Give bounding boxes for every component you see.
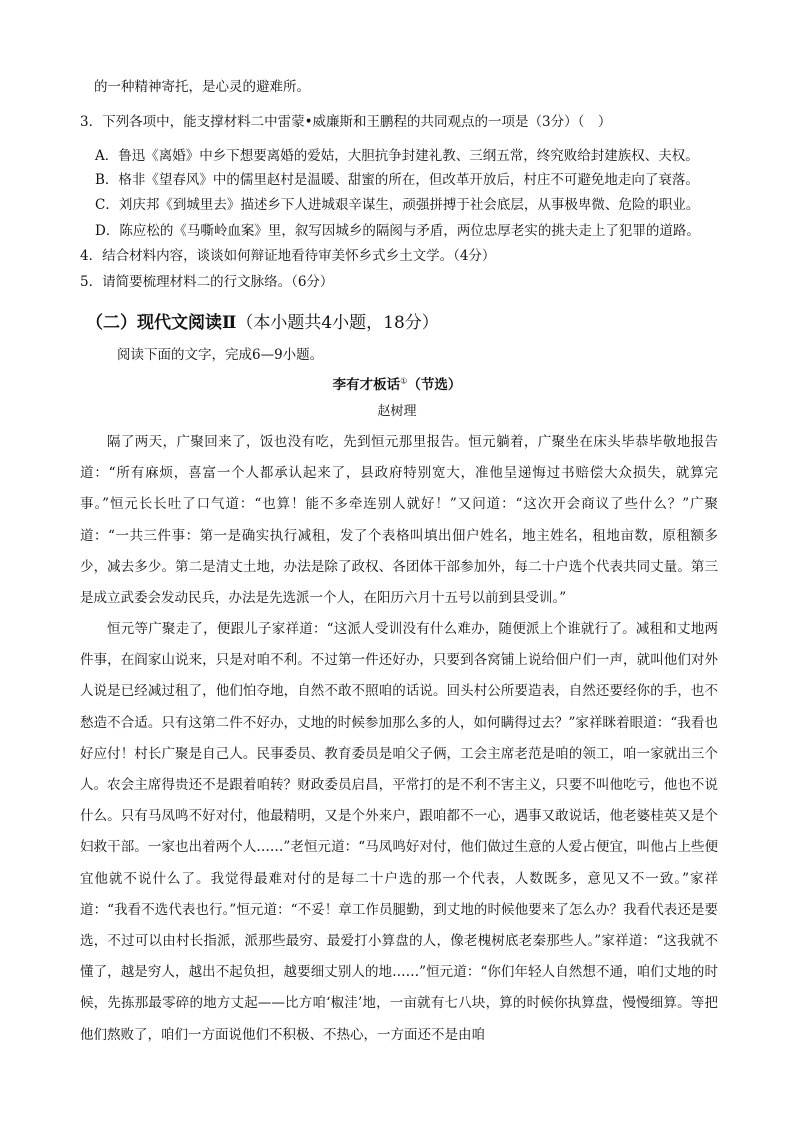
option-d: D．陈应松的《马嘶岭血案》里，叙写因城乡的隔阂与矛盾，两位忠厚老实的挑夫走上了犯罪的道路。 xyxy=(95,223,700,239)
passage-author: 赵树理 xyxy=(377,404,417,419)
question-3: 3．下列各项中，能支撑材料二中雷蒙•威廉斯和王鹏程的共同观点的一项是（3分）（ ） xyxy=(80,114,612,130)
question-4: 4．结合材料内容，谈谈如何辩证地看待审美怀乡式乡土文学。（4分） xyxy=(80,248,496,264)
question-5: 5．请简要梳理材料二的行文脉络。（6分） xyxy=(80,274,334,290)
passage-paragraph-2: 恒元等广聚走了，便跟儿子家祥道：“这派人受训没有什么难办，随便派上个谁就行了。减租和丈地两件事，在阎家山说来，只是对咱不利。不过第一件还好办，只要到各窝铺上说给佃户们一声，就叫他们对外人说是已经减过租了，他们怕夺地，自然不敢不照咱的话说。回头村公所要造表，自然还要经你的手，也不愁造不合适。只有这第二件不好办，丈地的时候参加那么多的人，如何瞒得过去？”家祥眯着眼道：“我看也好应付！村长广聚是自己人。民事委员、教育委员是咱父子俩，工会主席老范是咱的领工，咱一家就出三个人。农会主席得贵还不是跟着咱转？财政委员启昌，平常打的是不利不害主义，只要不叫他吃亏，他也不说什么。只有马凤鸣不好对付，他最精明，又是个外来户，跟咱都不一心，遇事又敢说话，他老婆桂英又是个妇救干部。一家也出着两个人……”老恒元道：“马凤鸣好对付，他们做过生意的人爱占便宜，叫他占上些便宜他就不说什么了。我觉得最难对付的是每二十户选的那一个代表，人数既多，意见又不一致。”家祥道：“我看不选代表也行。”恒元道：“不妥！章工作员腿勤，到丈地的时候他要来了怎么办？我看代表还是要选，不过可以由村长指派，派那些最穷、最爱打小算盘的人，像老槐树底老秦那些人。”家祥道：“这我就不懂了，越是穷人，越出不起负担，越要细丈别人的地……”恒元道：“你们年轻人自然想不通，咱们丈地的时候，先拣那最零碎的地方丈起——比方咱‘椒洼’地，一亩就有七八块，算的时候你执算盘，慢慢细算。等把他们熬败了，咱们一方面说他们不积极、不热心，一方面还不是由咱 xyxy=(80,621,718,1043)
option-a: A．鲁迅《离婚》中乡下想要离婚的爱姑，大胆抗争封建礼教、三纲五常，终究败给封建族权、夫权。 xyxy=(95,148,699,164)
passage-title-suffix: （节选） xyxy=(407,377,462,393)
option-c: C．刘庆邦《到城里去》描述乡下人进城艰辛谋生，顽强拼搏于社会底层，从事极卑微、危险的职业。 xyxy=(95,197,700,213)
passage-title-text: 李有才板话 xyxy=(332,377,401,393)
section-heading-title: （二）现代文阅读Ⅱ xyxy=(86,313,237,333)
option-b: B．格非《望春风》中的儒里赵村是温暖、甜蜜的所在，但改革开放后，村庄不可避免地走向了衰落。 xyxy=(95,172,699,188)
passage-title xyxy=(0,373,794,393)
section-heading xyxy=(86,308,439,333)
footnote-mark: ① xyxy=(400,376,408,386)
passage-paragraph-1: 隔了两天，广聚回来了，饭也没有吃，先到恒元那里报告。恒元躺着，广聚坐在床头毕恭毕敬地报告道：“所有麻烦，喜富一个人都承认起来了，县政府特别宽大，准他呈递悔过书赔偿大众损失，就算完事。”恒元长长吐了口气道：“也算！能不多牵连别人就好！”又问道：“这次开会商议了些什么？”广聚道：“一共三件事：第一是确实执行减租，发了个表格叫填出佃户姓名，地主姓名，租地亩数，原租额多少，减去多少。第二是清丈土地，办法是除了政权、各团体干部参加外，每二十户选个代表共同丈量。第三是成立武委会发动民兵，办法是先选派一个人，在阳历六月十五号以前到县受训。” xyxy=(80,434,718,607)
section-instruction: 阅读下面的文字，完成6—9小题。 xyxy=(117,347,324,363)
material-text-line: 的一种精神寄托，是心灵的避难所。 xyxy=(94,79,310,95)
section-heading-detail: （本小题共4小题，18分） xyxy=(236,313,439,333)
